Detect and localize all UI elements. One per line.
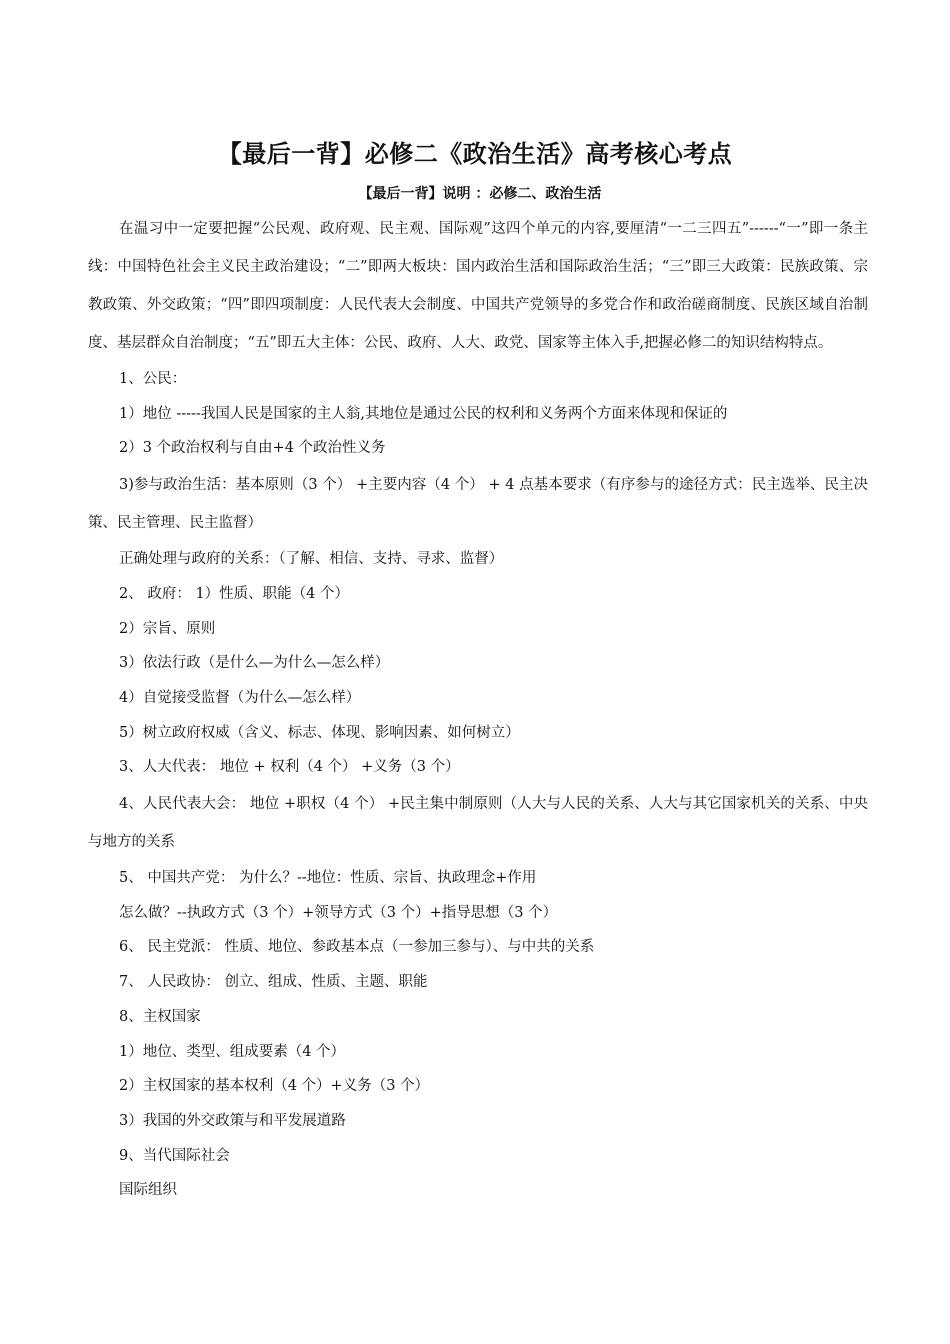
- outline-item: 国际组织: [119, 1182, 177, 1199]
- outline-item: 正确处理与政府的关系：（了解、相信、支持、寻求、监督）: [119, 551, 504, 568]
- outline-item: 6、 民主党派： 性质、地位、参政基本点（一参加三参与）、与中共的关系: [119, 939, 595, 956]
- outline-item: 1）地位、类型、组成要素（4 个）: [119, 1043, 346, 1060]
- document-title: 【最后一背】必修二《政治生活》高考核心考点: [217, 140, 733, 169]
- outline-item: 3）我国的外交政策与和平发展道路: [119, 1112, 346, 1129]
- outline-item: 2）宗旨、原则: [119, 620, 216, 637]
- outline-item: 怎么做？--执政方式（3 个）+领导方式（3 个）+指导思想（3 个）: [119, 904, 558, 921]
- outline-item: 3）依法行政（是什么—为什么—怎么样）: [119, 655, 390, 672]
- document-body: [88, 210, 868, 1208]
- outline-item: 7、 人民政协： 创立、组成、性质、主题、职能: [119, 974, 428, 991]
- outline-item: 5、 中国共产党： 为什么？--地位：性质、宗旨、执政理念+作用: [119, 870, 537, 887]
- outline-item: 1、公民：: [119, 371, 187, 387]
- outline-item: 4、人民代表大会： 地位 +职权（4 个） +民主集中制原则（人大与人民的关系、人大与其它国家机关的关系、中央与地方的关系: [88, 796, 868, 851]
- outline-list: [88, 362, 868, 1208]
- outline-item: 2、 政府： 1）性质、职能（4 个）: [119, 585, 350, 602]
- outline-item: 9、当代国际社会: [119, 1147, 230, 1164]
- outline-item: 4）自觉接受监督（为什么—怎么样）: [119, 689, 361, 706]
- outline-item: 3)参与政治生活：基本原则（3 个） +主要内容（4 个） + 4 点基本要求（有序参与的途径方式：民主选举、民主决策、民主管理、民主监督）: [88, 477, 868, 532]
- outline-item: 3、人大代表： 地位 + 权利（4 个） +义务（3 个）: [119, 759, 460, 776]
- outline-item: 2）3 个政治权利与自由+4 个政治性义务: [119, 440, 386, 457]
- outline-item: 8、主权国家: [119, 1008, 201, 1025]
- document-subtitle: 【最后一背】说明 ：必修二、政治生活: [358, 186, 602, 202]
- outline-item: 1）地位 -----我国人民是国家的主人翁,其地位是通过公民的权利和义务两个方面来体现和保证的: [119, 405, 728, 422]
- intro-paragraph: 在温习中一定要把握“公民观、政府观、民主观、国际观”这四个单元的内容,要厘清“一二三四五”------“一”即一条主线：中国特色社会主义民主政治建设；“二”即两大板块：国内政治生活和国际政治生活；“三”即三大政策：民族政策、宗教政策、外交政策；“四”即四项制度：人民代表大会制度、中国共产党领导的多党合作和政治磋商制度、民族区域自治制度、基层群众自治制度；“五”即五大主体：公民、政府、人大、政党、国家等主体入手,把握必修二的知识结构特点。: [88, 221, 868, 351]
- outline-item: 2）主权国家的基本权利（4 个）+义务（3 个）: [119, 1078, 430, 1095]
- outline-item: 5）树立政府权威（含义、标志、体现、影响因素、如何树立）: [119, 724, 520, 741]
